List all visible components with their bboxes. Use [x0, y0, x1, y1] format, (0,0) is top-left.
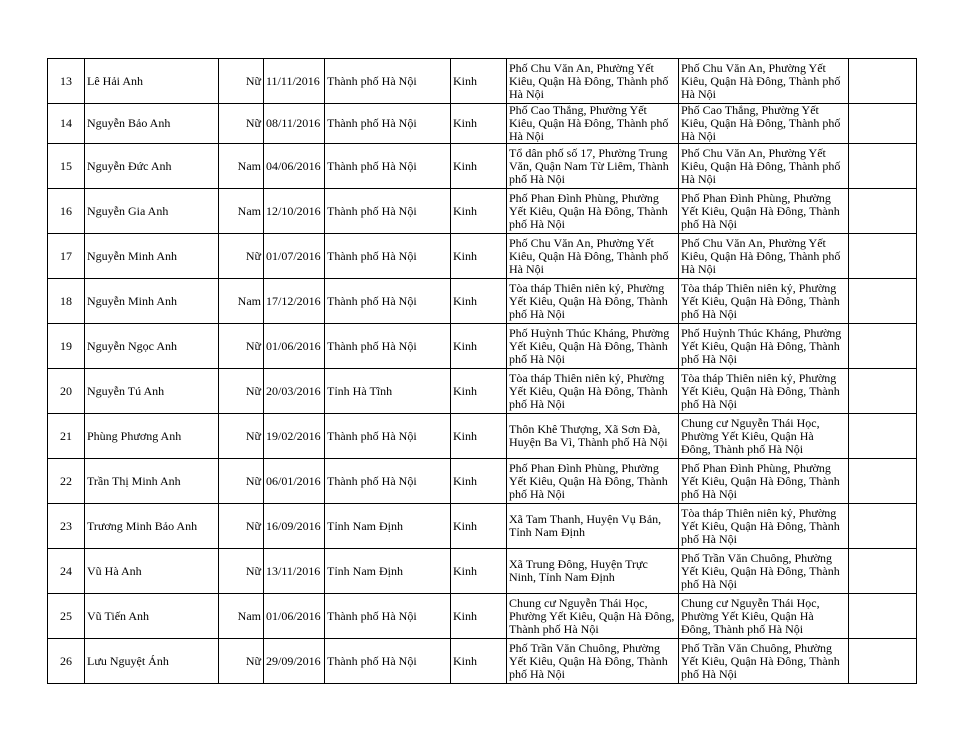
- table-row: [48, 324, 917, 369]
- cell-permanent-address: Phố Chu Văn An, Phường Yết Kiêu, Quận Hà Đông, Thành phố Hà Nội: [507, 59, 679, 104]
- cell-dob: 01/07/2016: [264, 234, 325, 279]
- cell-dob: 04/06/2016: [264, 144, 325, 189]
- cell-ethnicity: Kinh: [451, 549, 507, 594]
- cell-permanent-address: Tòa tháp Thiên niên kỷ, Phường Yết Kiêu, Quận Hà Đông, Thành phố Hà Nội: [507, 369, 679, 414]
- cell-permanent-address: Phố Cao Thắng, Phường Yết Kiêu, Quận Hà Đông, Thành phố Hà Nội: [507, 104, 679, 144]
- cell-birthplace: Tỉnh Hà Tĩnh: [325, 369, 451, 414]
- cell-stt: 25: [48, 594, 85, 639]
- cell-current-address: Chung cư Nguyễn Thái Học, Phường Yết Kiêu, Quận Hà Đông, Thành phố Hà Nội: [679, 414, 849, 459]
- cell-permanent-address: Phố Huỳnh Thúc Kháng, Phường Yết Kiêu, Quận Hà Đông, Thành phố Hà Nội: [507, 324, 679, 369]
- table-row: [48, 639, 917, 684]
- cell-birthplace: Thành phố Hà Nội: [325, 414, 451, 459]
- cell-name: Trần Thị Minh Anh: [85, 459, 219, 504]
- cell-stt: 20: [48, 369, 85, 414]
- cell-sex: Nam: [219, 144, 264, 189]
- cell-note: [849, 549, 917, 594]
- cell-current-address: Phố Chu Văn An, Phường Yết Kiêu, Quận Hà Đông, Thành phố Hà Nội: [679, 59, 849, 104]
- cell-dob: 17/12/2016: [264, 279, 325, 324]
- table-row: [48, 504, 917, 549]
- cell-birthplace: Tỉnh Nam Định: [325, 504, 451, 549]
- cell-ethnicity: Kinh: [451, 279, 507, 324]
- cell-ethnicity: Kinh: [451, 104, 507, 144]
- cell-sex: Nữ: [219, 234, 264, 279]
- cell-permanent-address: Phố Phan Đình Phùng, Phường Yết Kiêu, Quận Hà Đông, Thành phố Hà Nội: [507, 189, 679, 234]
- cell-birthplace: Thành phố Hà Nội: [325, 234, 451, 279]
- cell-note: [849, 189, 917, 234]
- cell-birthplace: Thành phố Hà Nội: [325, 279, 451, 324]
- cell-dob: 16/09/2016: [264, 504, 325, 549]
- cell-stt: 13: [48, 59, 85, 104]
- cell-ethnicity: Kinh: [451, 324, 507, 369]
- student-roster-table: [47, 58, 917, 684]
- cell-stt: 21: [48, 414, 85, 459]
- cell-note: [849, 639, 917, 684]
- cell-sex: Nữ: [219, 549, 264, 594]
- cell-dob: 01/06/2016: [264, 594, 325, 639]
- cell-note: [849, 504, 917, 549]
- cell-current-address: Tòa tháp Thiên niên kỷ, Phường Yết Kiêu, Quận Hà Đông, Thành phố Hà Nội: [679, 369, 849, 414]
- cell-note: [849, 594, 917, 639]
- cell-birthplace: Thành phố Hà Nội: [325, 104, 451, 144]
- cell-ethnicity: Kinh: [451, 504, 507, 549]
- cell-dob: 06/01/2016: [264, 459, 325, 504]
- cell-permanent-address: Phố Chu Văn An, Phường Yết Kiêu, Quận Hà Đông, Thành phố Hà Nội: [507, 234, 679, 279]
- cell-sex: Nam: [219, 189, 264, 234]
- table-row: [48, 234, 917, 279]
- cell-permanent-address: Thôn Khê Thượng, Xã Sơn Đà, Huyện Ba Vì, Thành phố Hà Nội: [507, 414, 679, 459]
- cell-dob: 11/11/2016: [264, 59, 325, 104]
- cell-note: [849, 104, 917, 144]
- cell-current-address: Phố Cao Thắng, Phường Yết Kiêu, Quận Hà Đông, Thành phố Hà Nội: [679, 104, 849, 144]
- cell-birthplace: Thành phố Hà Nội: [325, 59, 451, 104]
- cell-ethnicity: Kinh: [451, 234, 507, 279]
- cell-note: [849, 414, 917, 459]
- roster-body: [48, 59, 917, 684]
- cell-name: Lưu Nguyệt Ánh: [85, 639, 219, 684]
- cell-birthplace: Thành phố Hà Nội: [325, 639, 451, 684]
- cell-ethnicity: Kinh: [451, 459, 507, 504]
- cell-dob: 29/09/2016: [264, 639, 325, 684]
- cell-permanent-address: Chung cư Nguyễn Thái Học, Phường Yết Kiêu, Quận Hà Đông, Thành phố Hà Nội: [507, 594, 679, 639]
- cell-sex: Nam: [219, 279, 264, 324]
- cell-permanent-address: Xã Trung Đông, Huyện Trực Ninh, Tỉnh Nam Định: [507, 549, 679, 594]
- cell-ethnicity: Kinh: [451, 369, 507, 414]
- cell-stt: 23: [48, 504, 85, 549]
- cell-stt: 18: [48, 279, 85, 324]
- cell-sex: Nữ: [219, 369, 264, 414]
- cell-permanent-address: Tòa tháp Thiên niên kỷ, Phường Yết Kiêu, Quận Hà Đông, Thành phố Hà Nội: [507, 279, 679, 324]
- cell-permanent-address: Phố Trần Văn Chuông, Phường Yết Kiêu, Quận Hà Đông, Thành phố Hà Nội: [507, 639, 679, 684]
- cell-stt: 16: [48, 189, 85, 234]
- cell-sex: Nữ: [219, 459, 264, 504]
- cell-name: Nguyễn Minh Anh: [85, 279, 219, 324]
- cell-note: [849, 459, 917, 504]
- cell-name: Vũ Hà Anh: [85, 549, 219, 594]
- cell-sex: Nữ: [219, 639, 264, 684]
- table-row: [48, 104, 917, 144]
- cell-name: Vũ Tiến Anh: [85, 594, 219, 639]
- cell-permanent-address: Xã Tam Thanh, Huyện Vụ Bản, Tỉnh Nam Định: [507, 504, 679, 549]
- cell-sex: Nữ: [219, 504, 264, 549]
- cell-note: [849, 369, 917, 414]
- cell-current-address: Tòa tháp Thiên niên kỷ, Phường Yết Kiêu, Quận Hà Đông, Thành phố Hà Nội: [679, 279, 849, 324]
- cell-dob: 19/02/2016: [264, 414, 325, 459]
- cell-birthplace: Thành phố Hà Nội: [325, 144, 451, 189]
- cell-sex: Nam: [219, 594, 264, 639]
- cell-stt: 26: [48, 639, 85, 684]
- table-row: [48, 279, 917, 324]
- cell-dob: 13/11/2016: [264, 549, 325, 594]
- cell-ethnicity: Kinh: [451, 594, 507, 639]
- cell-sex: Nữ: [219, 59, 264, 104]
- cell-name: Nguyễn Tú Anh: [85, 369, 219, 414]
- cell-dob: 20/03/2016: [264, 369, 325, 414]
- cell-note: [849, 144, 917, 189]
- cell-name: Phùng Phương Anh: [85, 414, 219, 459]
- table-row: [48, 189, 917, 234]
- cell-dob: 12/10/2016: [264, 189, 325, 234]
- cell-current-address: Phố Chu Văn An, Phường Yết Kiêu, Quận Hà Đông, Thành phố Hà Nội: [679, 234, 849, 279]
- cell-dob: 01/06/2016: [264, 324, 325, 369]
- cell-stt: 15: [48, 144, 85, 189]
- cell-permanent-address: Tổ dân phố số 17, Phường Trung Văn, Quận Nam Từ Liêm, Thành phố Hà Nội: [507, 144, 679, 189]
- cell-name: Nguyễn Ngọc Anh: [85, 324, 219, 369]
- cell-current-address: Phố Phan Đình Phùng, Phường Yết Kiêu, Quận Hà Đông, Thành phố Hà Nội: [679, 189, 849, 234]
- cell-dob: 08/11/2016: [264, 104, 325, 144]
- cell-note: [849, 324, 917, 369]
- table-row: [48, 59, 917, 104]
- cell-birthplace: Thành phố Hà Nội: [325, 459, 451, 504]
- table-row: [48, 459, 917, 504]
- cell-sex: Nữ: [219, 414, 264, 459]
- cell-current-address: Phố Trần Văn Chuông, Phường Yết Kiêu, Quận Hà Đông, Thành phố Hà Nội: [679, 549, 849, 594]
- cell-note: [849, 279, 917, 324]
- table-row: [48, 369, 917, 414]
- cell-birthplace: Thành phố Hà Nội: [325, 189, 451, 234]
- cell-name: Lê Hải Anh: [85, 59, 219, 104]
- cell-name: Nguyễn Bảo Anh: [85, 104, 219, 144]
- cell-stt: 19: [48, 324, 85, 369]
- cell-name: Nguyễn Minh Anh: [85, 234, 219, 279]
- cell-stt: 22: [48, 459, 85, 504]
- cell-ethnicity: Kinh: [451, 414, 507, 459]
- table-row: [48, 549, 917, 594]
- cell-ethnicity: Kinh: [451, 59, 507, 104]
- table-row: [48, 594, 917, 639]
- cell-birthplace: Thành phố Hà Nội: [325, 594, 451, 639]
- cell-permanent-address: Phố Phan Đình Phùng, Phường Yết Kiêu, Quận Hà Đông, Thành phố Hà Nội: [507, 459, 679, 504]
- cell-birthplace: Thành phố Hà Nội: [325, 324, 451, 369]
- cell-current-address: Tòa tháp Thiên niên kỷ, Phường Yết Kiêu, Quận Hà Đông, Thành phố Hà Nội: [679, 504, 849, 549]
- cell-ethnicity: Kinh: [451, 144, 507, 189]
- cell-note: [849, 234, 917, 279]
- table-row: [48, 144, 917, 189]
- cell-current-address: Phố Phan Đình Phùng, Phường Yết Kiêu, Quận Hà Đông, Thành phố Hà Nội: [679, 459, 849, 504]
- cell-stt: 14: [48, 104, 85, 144]
- cell-stt: 24: [48, 549, 85, 594]
- cell-note: [849, 59, 917, 104]
- cell-current-address: Phố Huỳnh Thúc Kháng, Phường Yết Kiêu, Quận Hà Đông, Thành phố Hà Nội: [679, 324, 849, 369]
- cell-birthplace: Tỉnh Nam Định: [325, 549, 451, 594]
- cell-ethnicity: Kinh: [451, 189, 507, 234]
- cell-ethnicity: Kinh: [451, 639, 507, 684]
- cell-name: Nguyễn Gia Anh: [85, 189, 219, 234]
- cell-sex: Nữ: [219, 324, 264, 369]
- cell-current-address: Chung cư Nguyễn Thái Học, Phường Yết Kiêu, Quận Hà Đông, Thành phố Hà Nội: [679, 594, 849, 639]
- cell-stt: 17: [48, 234, 85, 279]
- cell-name: Nguyễn Đức Anh: [85, 144, 219, 189]
- cell-name: Trương Minh Bảo Anh: [85, 504, 219, 549]
- cell-current-address: Phố Trần Văn Chuông, Phường Yết Kiêu, Quận Hà Đông, Thành phố Hà Nội: [679, 639, 849, 684]
- table-row: [48, 414, 917, 459]
- cell-sex: Nữ: [219, 104, 264, 144]
- cell-current-address: Phố Chu Văn An, Phường Yết Kiêu, Quận Hà Đông, Thành phố Hà Nội: [679, 144, 849, 189]
